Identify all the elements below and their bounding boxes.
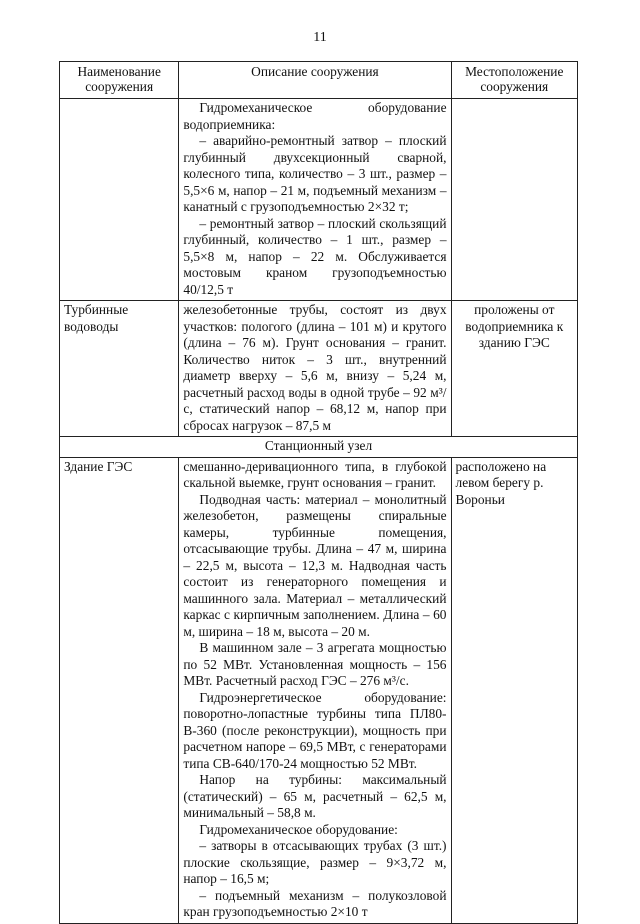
cell-location [451,99,577,301]
header-description: Описание сооружения [179,62,451,99]
cell-name: Турбинные водоводы [60,301,179,437]
header-location: Местоположение сооружения [451,62,577,99]
table-row [60,301,578,437]
description-paragraph: железобетонные трубы, состоят из двух участков: пологого (длина – 101 м) и крутого (длина – 76 м). Грунт основания – гранит. Количество ниток – 3 шт., внутренний диаметр вверху – 5,6 м, внизу – 5,24 м, расчетный расход воды в одной трубе – 92 м³/с, статический напор – 68,12 м, напор при сбросах нагрузок – 87,5 м [183,302,447,433]
description-paragraph: Подводная часть: материал – монолитный железобетон, размещены спиральные камеры, турбинные помещения, отсасывающие трубы. Длина – 47 м, ширина – 22,5 м, высота – 12,3 м. Надводная часть состоит из генераторного помещения и машинного зала. Материал – металлический каркас с кирпичным заполнением. Длина – 60 м, ширина – 18 м, высота – 20 м. [183,491,447,639]
description-paragraph: В машинном зале – 3 агрегата мощностью по 52 МВт. Установленная мощность – 156 МВт. Расчетный расход ГЭС – 276 м³/с. [183,640,447,688]
description-paragraph: Напор на турбины: максимальный (статический) – 65 м, расчетный – 62,5 м, минимальный – 58,8 м. [183,772,447,820]
description-paragraph: – аварийно-ремонтный затвор – плоский глубинный двухсекционный сварной, колесного типа, количество – 3 шт., размер – 5,5×6 м, напор – 21 м, подъемный механизм – канатный с грузоподъемностью 2×32 т; [183,133,447,214]
cell-description [179,99,451,301]
description-paragraph: Гидромеханическое оборудование водоприемника: [183,100,447,132]
cell-location: проложены от водоприемника к зданию ГЭС [451,301,577,437]
table-row [60,457,578,923]
structures-table [59,61,578,924]
cell-name: Здание ГЭС [60,457,179,923]
cell-location: расположено на левом берегу р. Вороньи [451,457,577,923]
description-paragraph: – ремонтный затвор – плоский скользящий глубинный, количество – 1 шт., размер – 5,5×8 м, напор – 22 м. Обслуживается мостовым краном грузоподъемностью 40/12,5 т [183,215,447,297]
cell-name [60,99,179,301]
page-number: 11 [313,30,327,45]
description-paragraph: смешанно-деривационного типа, в глубокой скальной выемке, грунт основания – гранит. [183,458,447,490]
description-paragraph: Гидромеханическое оборудование: [199,821,398,837]
description-paragraph: – подъемный механизм – полукозловой кран грузоподъемностью 2×10 т [183,887,447,919]
description-paragraph: Гидроэнергетическое оборудование: поворотно-лопастные турбины типа ПЛ80-В-360 (после реконструкции), мощность при расчетном напоре – 69,5 МВт, с генераторами типа СВ-640/170-24 мощностью 52 МВт. [183,689,447,771]
section-title: Станционный узел [60,437,578,458]
table-header-row [60,62,578,99]
cell-description [179,301,451,437]
table-row [60,99,578,301]
description-paragraph: – затворы в отсасывающих трубах (3 шт.) плоские скользящие, размер – 9×3,72 м, напор – 16,5 м; [183,838,447,886]
cell-description [179,457,451,923]
header-name: Наименование сооружения [60,62,179,99]
section-row [60,437,578,458]
